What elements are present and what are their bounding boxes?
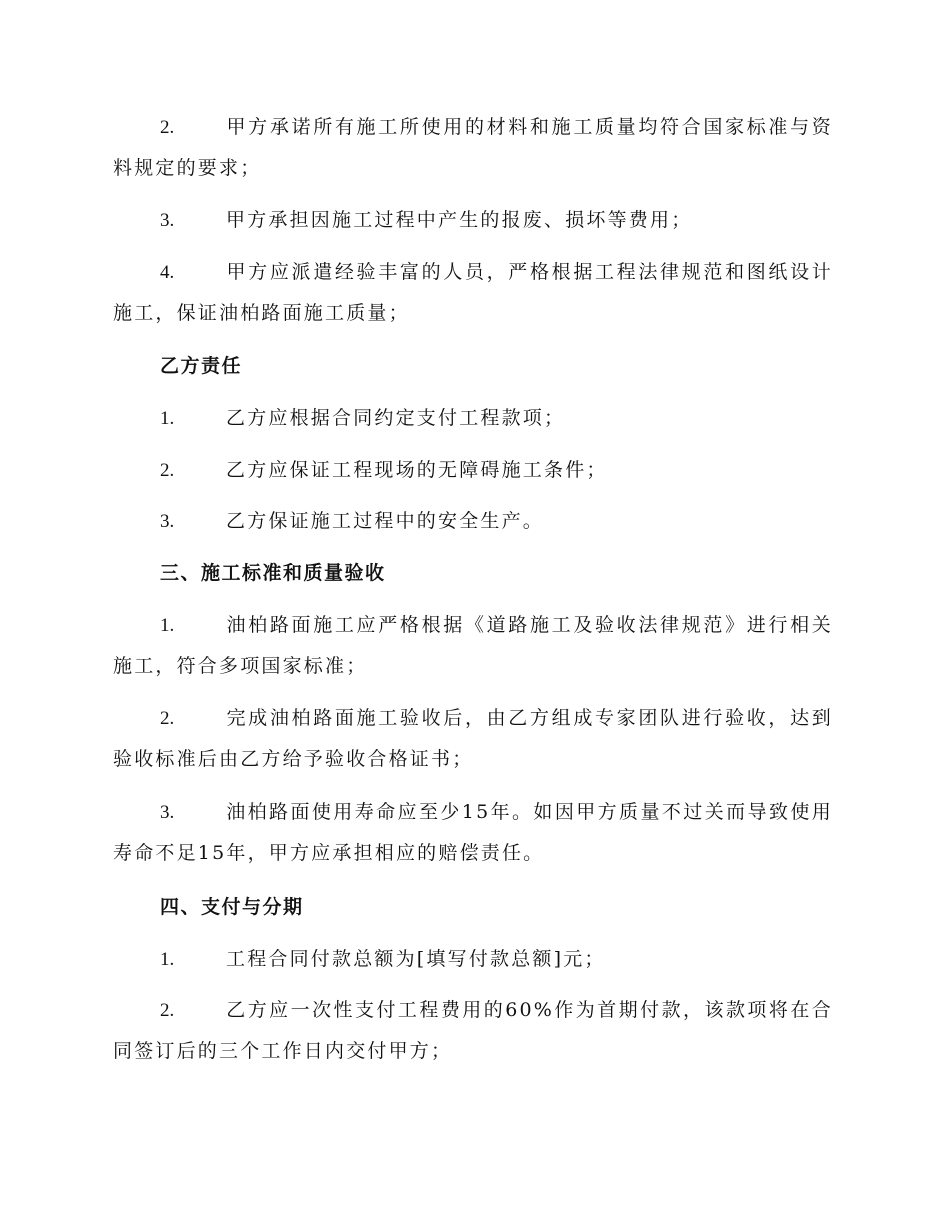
jiafang-item-3 [113,200,833,241]
item-number: 4. [160,262,175,283]
item-number: 1. [160,615,175,636]
yifang-item-3 [113,501,833,542]
standards-item-2 [113,698,833,780]
item-text: 油柏路面施工应严格根据《道路施工及验收法律规范》进行相关施工，符合多项国家标准； [113,614,833,677]
item-text: 工程合同付款总额为[填写付款总额]元； [226,948,606,970]
item-number: 2. [160,117,175,138]
item-text: 乙方应保证工程现场的无障碍施工条件； [226,459,608,481]
item-number: 2. [160,708,175,729]
item-number: 2. [160,460,175,481]
item-text: 乙方应一次性支付工程费用的60%作为首期付款，该款项将在合同签订后的三个工作日内交付甲方； [113,999,833,1062]
item-number: 1. [160,949,175,970]
yifang-item-2 [113,450,833,491]
item-number: 3. [160,210,175,231]
item-text: 完成油柏路面施工验收后，由乙方组成专家团队进行验收，达到验收标准后由乙方给予验收合格证书； [113,707,833,770]
item-text: 甲方应派遣经验丰富的人员，严格根据工程法律规范和图纸设计施工，保证油柏路面施工质量； [113,261,833,324]
standards-item-3 [113,792,833,874]
item-text: 甲方承诺所有施工所使用的材料和施工质量均符合国家标准与资料规定的要求； [113,116,833,179]
section-heading-yifang: 乙方责任 [160,355,243,377]
item-text: 甲方承担因施工过程中产生的报废、损坏等费用； [226,209,693,231]
payment-item-2 [113,990,833,1072]
standards-item-1 [113,605,833,687]
payment-item-1 [113,939,833,980]
jiafang-item-4 [113,252,833,334]
item-text: 油柏路面使用寿命应至少15年。如因甲方质量不过关而导致使用寿命不足15年，甲方应承担相应的赔偿责任。 [113,801,833,864]
jiafang-item-2 [113,107,833,189]
yifang-item-1 [113,398,833,439]
item-text: 乙方保证施工过程中的安全生产。 [226,510,545,532]
item-number: 1. [160,408,175,429]
section-heading-standards: 三、施工标准和质量验收 [160,562,386,584]
item-text: 乙方应根据合同约定支付工程款项； [226,407,566,429]
item-number: 2. [160,1000,175,1021]
item-number: 3. [160,802,175,823]
item-number: 3. [160,511,175,532]
section-heading-payment: 四、支付与分期 [160,896,304,918]
